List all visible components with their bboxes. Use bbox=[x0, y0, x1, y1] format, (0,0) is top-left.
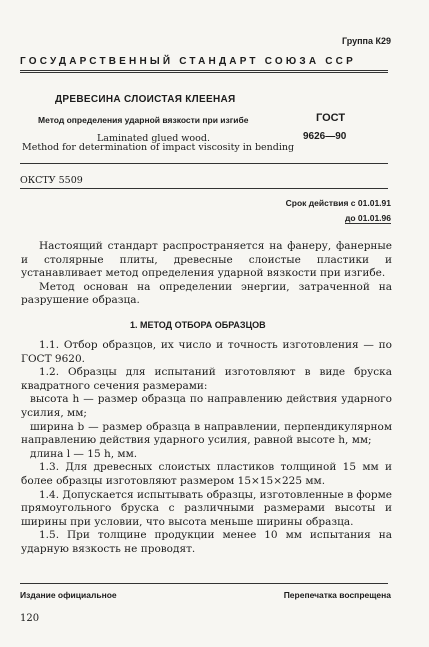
reprint-prohibited-note: Перепечатка воспрещена bbox=[283, 590, 391, 600]
clause-1-4: 1.4. Допускается испытывать образцы, изготовленные в форме прямоугольного бруска с различными размерами высоты и ширины при условии, что высота меньше ширины образца. bbox=[21, 488, 392, 528]
document-method-en: Method for determination of impact viscosity in bending bbox=[22, 142, 295, 153]
clause-1-2: 1.2. Образцы для испытаний изготовляют в виде бруска квадратного сечения размерами: bbox=[21, 366, 392, 392]
document-title-en: Laminated glued wood. bbox=[97, 133, 210, 144]
footer-rule bbox=[20, 583, 388, 584]
section-1-heading: 1. МЕТОД ОТБОРА ОБРАЗЦОВ bbox=[130, 320, 266, 330]
validity-from-date: 01.01.91 bbox=[357, 198, 391, 208]
intro-paragraph-1: Настоящий стандарт распространяется на фанеру, фанерные и столярные плиты, древесные слоистые пластики и устанавливает метод определения ударной вязкости при изгибе. bbox=[21, 240, 392, 280]
clause-1-2-length: длина l — 15 h, мм. bbox=[30, 447, 138, 460]
intro-text bbox=[21, 240, 392, 308]
document-title-ru: ДРЕВЕСИНА СЛОИСТАЯ КЛЕЕНАЯ bbox=[55, 94, 236, 105]
section-1-text bbox=[21, 339, 392, 557]
document-method-ru: Метод определения ударной вязкости при изгибе bbox=[38, 115, 249, 125]
validity-to bbox=[345, 213, 391, 223]
validity-to-label: до bbox=[344, 213, 356, 223]
state-standard-heading: ГОСУДАРСТВЕННЫЙ СТАНДАРТ СОЮЗА ССР bbox=[20, 56, 356, 67]
clause-1-5: 1.5. При толщине продукции менее 10 мм испытания на ударную вязкость не проводят. bbox=[21, 529, 392, 555]
clause-1-1: 1.1. Отбор образцов, их число и точность изготовления — по ГОСТ 9620. bbox=[21, 339, 392, 365]
okstu-rule bbox=[20, 188, 388, 189]
gost-number: 9626—90 bbox=[303, 131, 347, 142]
intro-paragraph-2: Метод основан на определении энергии, затраченной на разрушение образца. bbox=[21, 280, 392, 307]
validity-from-label: Срок действия с bbox=[285, 198, 356, 208]
header-rule-bottom bbox=[20, 72, 388, 73]
okstu-code: ОКСТУ 5509 bbox=[20, 175, 83, 186]
gost-label: ГОСТ bbox=[316, 112, 346, 124]
validity-to-date: 01.01.96 bbox=[357, 213, 391, 223]
official-edition-note: Издание официальное bbox=[20, 590, 117, 600]
title-rule bbox=[20, 163, 388, 164]
clause-1-2-height: высота h — размер образца по направлению действия ударного усилия, мм; bbox=[21, 393, 392, 419]
group-code: Группа К29 bbox=[341, 36, 391, 46]
clause-1-2-width: ширина b — размер образца в направлении, перпендикулярном направлению действия ударного усилия, равной высоте h, мм; bbox=[21, 420, 392, 447]
clause-1-3: 1.3. Для древесных слоистых пластиков толщиной 15 мм и более образцы изготовляют размером 15×15×225 мм. bbox=[21, 461, 392, 487]
header-rule-top bbox=[20, 70, 388, 71]
validity-to-block bbox=[345, 213, 391, 224]
validity-from bbox=[286, 198, 391, 208]
page-number: 120 bbox=[20, 613, 40, 624]
